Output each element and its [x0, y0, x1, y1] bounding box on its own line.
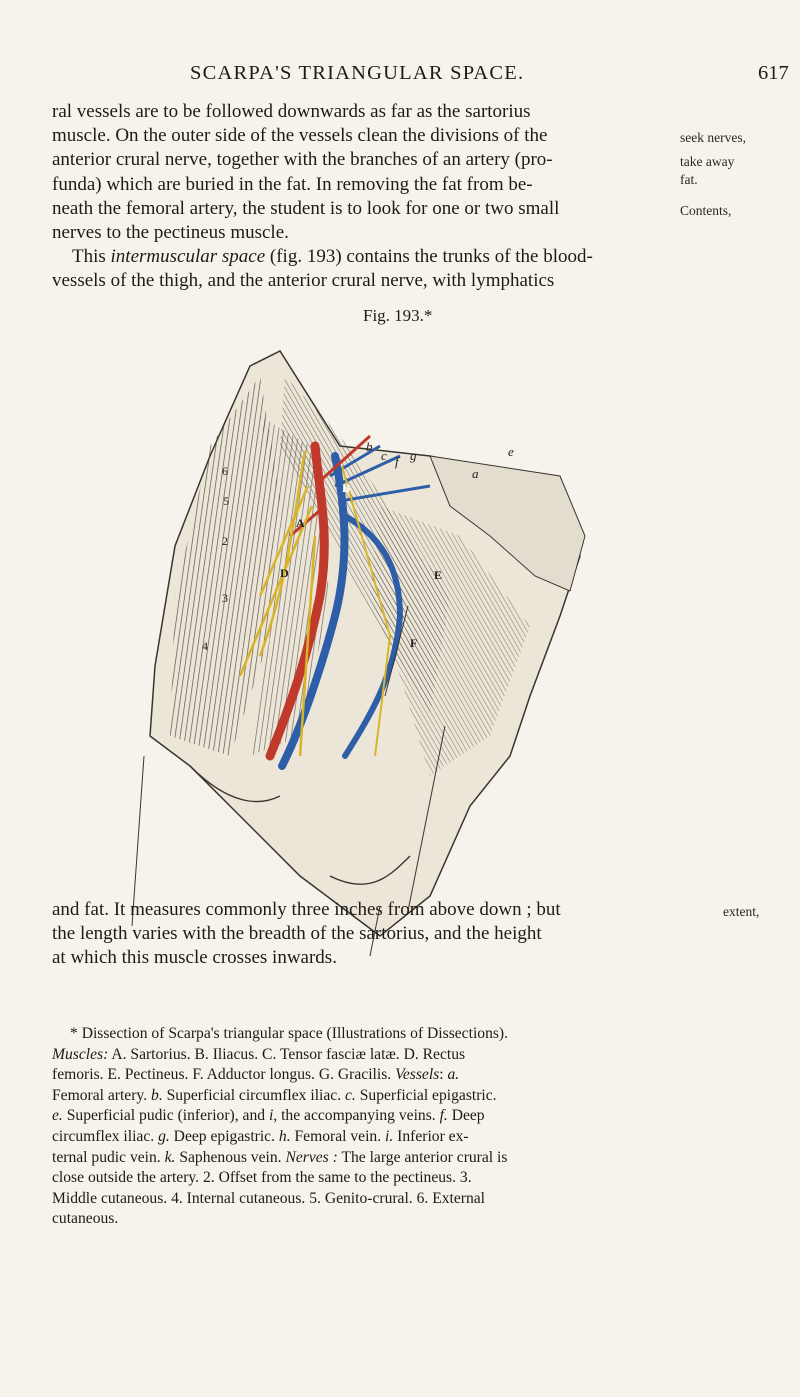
footnote-line: [52, 1106, 772, 1127]
footnote-em: Muscles:: [52, 1045, 109, 1063]
footnote-line: * Dissection of Scarpa's triangular space (Illustrations of Dissections).: [70, 1025, 509, 1042]
footnote-run: circumflex iliac.: [52, 1127, 159, 1145]
footnote-line: close outside the artery. 2. Offset from the same to the pectineus. 3.: [52, 1169, 472, 1187]
margin-note-contents: Contents,: [680, 203, 732, 218]
footnote-run: femoris. E. Pectineus. F. Adductor longus. G. Gracilis.: [52, 1066, 396, 1084]
figure-number-6: 6: [222, 464, 228, 478]
emphasis-term: intermuscular space: [110, 246, 266, 268]
text-line: the length varies with the breadth of the sartorius, and the height: [52, 923, 542, 945]
margin-note-extent: extent,: [723, 904, 760, 919]
figure-label-b: b: [366, 439, 373, 454]
anatomy-figure: [130, 336, 600, 976]
footnote-em: a.: [447, 1066, 460, 1084]
footnote-em: h.: [278, 1127, 291, 1145]
text-line: [52, 245, 764, 269]
figure-label-f: f: [395, 454, 399, 469]
footnote-run: The large anterior crural is: [337, 1148, 508, 1166]
footnote-run: Femoral vein.: [290, 1127, 386, 1145]
footnote-run: Superficial pudic (inferior), and: [62, 1107, 269, 1125]
footnote-em: i.: [385, 1127, 394, 1145]
paragraph-1: [52, 100, 764, 294]
muscle-letter-D: D: [280, 566, 289, 580]
footnote-line: [52, 1086, 772, 1107]
muscle-letter-A: A: [296, 516, 305, 530]
text-line: anterior crural nerve, together with the branches of an artery (pro-: [52, 149, 553, 171]
footnote-line: cutaneous.: [52, 1210, 119, 1228]
text-run: (fig. 193) contains the trunks of the blood-: [265, 246, 593, 268]
muscle-letter-E: E: [434, 568, 443, 582]
figure-label-a: a: [472, 466, 479, 481]
margin-note-seek-nerves: seek nerves,: [680, 130, 746, 145]
footnote-line: [52, 1127, 772, 1148]
footnote-em: c.: [345, 1086, 356, 1104]
footnote-run: A. Sartorius. B. Iliacus. C. Tensor fasciæ latæ. D. Rectus: [108, 1045, 466, 1063]
text-line: neath the femoral artery, the student is to look for one or two small: [52, 197, 560, 219]
text-line: nerves to the pectineus muscle.: [52, 221, 289, 243]
figure-label-g: g: [410, 448, 417, 463]
page-header: [0, 62, 800, 92]
muscle-letter-B: B: [342, 481, 351, 495]
footnote-run: ternal pudic vein.: [52, 1148, 165, 1166]
page-number: 617: [758, 62, 789, 84]
muscle-letter-F: F: [410, 636, 418, 650]
text-line: and fat. It measures commonly three inches from above down ; but: [52, 899, 561, 920]
footnote-run: the accompanying veins.: [277, 1107, 440, 1125]
text-line: ral vessels are to be followed downwards as far as the sartorius: [52, 101, 531, 122]
footnote-em: Vessels: [395, 1066, 440, 1084]
figure-caption: Fig. 193.*: [363, 306, 433, 325]
text-line: at which this muscle crosses inwards.: [52, 947, 337, 969]
figure-number-4: 4: [202, 639, 208, 653]
footnote-run: :: [439, 1066, 448, 1084]
running-head: SCARPA'S TRIANGULAR SPACE.: [190, 62, 525, 84]
footnote-run: Femoral artery.: [52, 1086, 152, 1104]
footnote-line: [52, 1065, 772, 1086]
text-line: vessels of the thigh, and the anterior crural nerve, with lymphatics: [52, 270, 555, 292]
margin-note-take-away: take away: [680, 154, 735, 169]
footnote-em: g.: [158, 1127, 170, 1145]
figure-label-e: e: [508, 444, 514, 459]
footnote-run: Saphenous vein.: [175, 1148, 286, 1166]
footnote-line: [52, 1045, 772, 1066]
footnote-line: Middle cutaneous. 4. Internal cutaneous. 5. Genito-crural. 6. External: [52, 1189, 486, 1207]
margin-note-fat: fat.: [680, 172, 698, 187]
footnote-run: Deep epigastric.: [169, 1127, 279, 1145]
figure-label-c: c: [381, 448, 387, 463]
figure-number-3: 3: [222, 591, 228, 605]
footnote-run: Inferior ex-: [393, 1127, 469, 1145]
figure-number-2: 2: [222, 534, 228, 548]
figure-number-5: 5: [223, 494, 229, 508]
footnote-em: i,: [268, 1107, 278, 1125]
footnote-em: b.: [151, 1086, 163, 1104]
footnote-em: f.: [439, 1107, 448, 1125]
text-line: funda) which are buried in the fat. In removing the fat from be-: [52, 173, 533, 195]
paragraph-2: [52, 898, 764, 971]
footnote-em: k.: [164, 1148, 176, 1166]
footnote-line: [52, 1148, 772, 1169]
footnote: [52, 1024, 772, 1230]
text-run: This: [72, 246, 111, 268]
text-line: muscle. On the outer side of the vessels clean the divisions of the: [52, 125, 548, 147]
footnote-run: Superficial epigastric.: [355, 1086, 497, 1104]
thigh-dissection-illustration: [130, 336, 600, 976]
footnote-run: Deep: [447, 1107, 485, 1125]
footnote-em: Nerves :: [285, 1148, 338, 1166]
footnote-run: Superficial circumflex iliac.: [162, 1086, 346, 1104]
footnote-em: e.: [52, 1107, 63, 1125]
